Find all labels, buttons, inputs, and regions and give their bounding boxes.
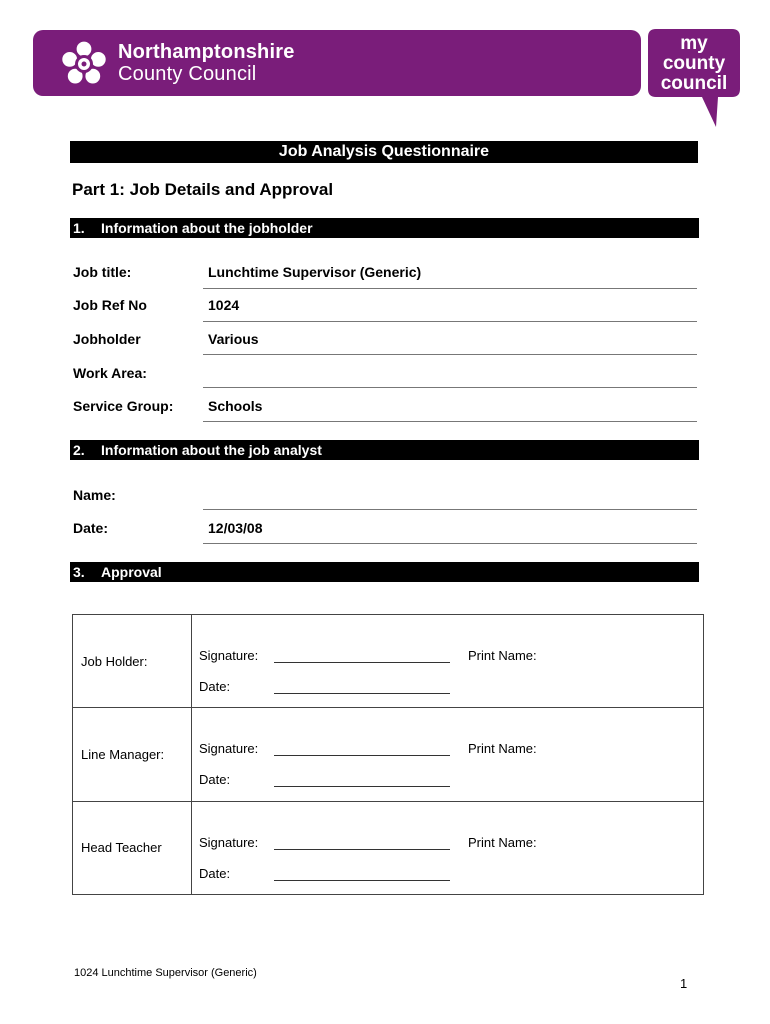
job-ref-line bbox=[203, 321, 697, 322]
org-name bbox=[118, 41, 295, 85]
document-title: Job Analysis Questionnaire bbox=[70, 141, 698, 163]
part-heading: Part 1: Job Details and Approval bbox=[72, 180, 334, 199]
page-number: 1 bbox=[680, 976, 688, 991]
date-label: Date: bbox=[199, 679, 231, 694]
section-2-title: Information about the job analyst bbox=[101, 442, 322, 458]
tagline-line1: my bbox=[680, 33, 708, 54]
org-name-line2: County Council bbox=[118, 63, 257, 85]
jobholder-value[interactable]: Various bbox=[208, 331, 259, 347]
role-label: Job Holder: bbox=[73, 615, 192, 708]
signature-cell bbox=[192, 708, 704, 801]
section-1-title: Information about the jobholder bbox=[101, 220, 313, 236]
approval-row-line-manager bbox=[73, 708, 704, 801]
signature-cell bbox=[192, 615, 704, 708]
service-group-value[interactable]: Schools bbox=[208, 398, 263, 414]
approval-row-head-teacher bbox=[73, 801, 704, 894]
section-3-title: Approval bbox=[101, 564, 162, 580]
signature-line[interactable] bbox=[274, 849, 450, 850]
section-1-number: 1. bbox=[73, 220, 85, 236]
analyst-name-line bbox=[203, 509, 697, 510]
signature-line[interactable] bbox=[274, 662, 450, 663]
jobholder-line bbox=[203, 354, 697, 355]
footer-text: 1024 Lunchtime Supervisor (Generic) bbox=[74, 967, 257, 979]
analyst-date-value[interactable]: 12/03/08 bbox=[208, 520, 263, 536]
signature-line[interactable] bbox=[274, 755, 450, 756]
tagline-line2: county bbox=[662, 53, 726, 74]
date-line[interactable] bbox=[274, 880, 450, 881]
rose-icon bbox=[60, 40, 108, 88]
section-2-number: 2. bbox=[73, 442, 85, 458]
role-label: Head Teacher bbox=[73, 801, 192, 894]
print-name-label: Print Name: bbox=[468, 834, 537, 850]
approval-table bbox=[72, 614, 704, 895]
job-title-value[interactable]: Lunchtime Supervisor (Generic) bbox=[208, 264, 422, 280]
job-title-label: Job title: bbox=[73, 264, 132, 280]
jobholder-label: Jobholder bbox=[73, 331, 141, 347]
section-2-header bbox=[70, 440, 699, 460]
date-line[interactable] bbox=[274, 786, 450, 787]
signature-label: Signature: bbox=[199, 741, 259, 757]
signature-label: Signature: bbox=[199, 834, 259, 850]
org-name-line1: Northamptonshire bbox=[118, 41, 295, 63]
section-3-header bbox=[70, 562, 699, 582]
job-ref-value[interactable]: 1024 bbox=[208, 297, 240, 313]
date-label: Date: bbox=[199, 772, 231, 788]
section-1-header bbox=[70, 218, 699, 238]
service-group-line bbox=[203, 421, 697, 422]
signature-cell bbox=[192, 801, 704, 894]
date-label: Date: bbox=[199, 865, 231, 881]
job-ref-label: Job Ref No bbox=[73, 297, 147, 313]
tagline-logo-text bbox=[654, 34, 734, 94]
work-area-label: Work Area: bbox=[73, 365, 147, 381]
analyst-date-line bbox=[203, 543, 697, 544]
role-label: Line Manager: bbox=[73, 708, 192, 801]
date-line[interactable] bbox=[274, 693, 450, 694]
print-name-label: Print Name: bbox=[468, 741, 537, 757]
approval-row-job-holder bbox=[73, 615, 704, 708]
section-3-number: 3. bbox=[73, 564, 85, 580]
job-title-line bbox=[203, 288, 697, 289]
tagline-line3: council bbox=[660, 73, 728, 94]
service-group-label: Service Group: bbox=[73, 398, 174, 414]
signature-label: Signature: bbox=[199, 648, 259, 663]
print-name-label: Print Name: bbox=[468, 648, 537, 663]
analyst-date-label: Date: bbox=[73, 520, 109, 536]
work-area-line bbox=[203, 387, 697, 388]
analyst-name-label: Name: bbox=[73, 487, 116, 503]
